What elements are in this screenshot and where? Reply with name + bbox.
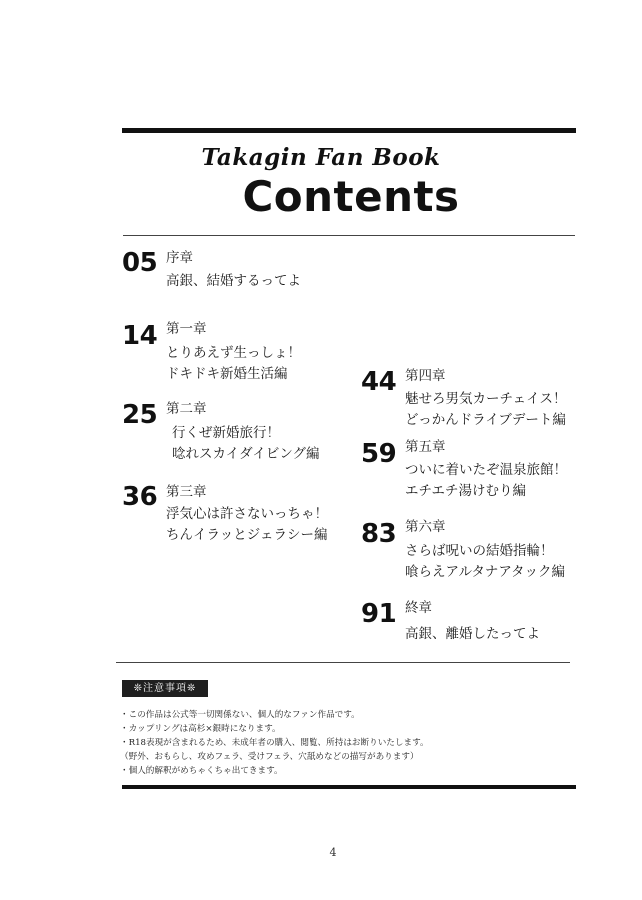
toc-chapter-label: 第四章 — [405, 368, 446, 384]
toc-chapter-title-line: ドキドキ新婚生活編 — [166, 366, 288, 382]
toc-page-number: 83 — [361, 519, 397, 549]
toc-entry-epilogue — [361, 596, 581, 646]
toc-chapter-label: 第五章 — [405, 439, 446, 455]
toc-entry-chapter-5 — [361, 435, 581, 500]
toc-chapter-title-line: 喰らえアルタナアタック編 — [405, 564, 565, 580]
toc-chapter-title-line: とりあえず生っしょ！ — [166, 345, 301, 361]
page-title: Contents — [242, 172, 460, 221]
toc-page-number: 25 — [122, 400, 158, 430]
toc-entry-chapter-2 — [122, 397, 352, 462]
toc-chapter-title-line: 浮気心は許さないっちゃ！ — [166, 506, 328, 522]
toc-chapter-title-line: エチエチ湯けむり編 — [405, 483, 526, 499]
notes-divider — [116, 662, 570, 663]
note-item: ・カップリングは高杉×銀時になります。 — [120, 724, 281, 734]
toc-chapter-title-line: 唸れスカイダイビング編 — [172, 446, 320, 462]
toc-page-number: 05 — [122, 248, 158, 278]
toc-page-number: 44 — [361, 367, 397, 397]
toc-chapter-label: 第三章 — [166, 484, 207, 500]
top-rule — [122, 128, 576, 133]
toc-entry-prologue — [122, 246, 352, 296]
toc-chapter-title-line: 魅せろ男気カーチェイス！ — [405, 391, 567, 407]
toc-chapter-label: 序章 — [166, 250, 193, 266]
notes-heading-badge: ❊注意事項❊ — [122, 680, 208, 697]
toc-chapter-title-line: 高銀、結婚するってよ — [166, 273, 301, 289]
toc-chapter-label: 第二章 — [166, 401, 207, 417]
toc-page-number: 59 — [361, 439, 397, 469]
toc-entry-chapter-6 — [361, 515, 581, 580]
page-number: 4 — [329, 846, 337, 859]
note-item: ・R18表現が含まれるため、未成年者の購入、閲覧、所持はお断りいたします。 — [120, 738, 429, 748]
toc-entry-chapter-3 — [122, 480, 352, 545]
toc-entry-chapter-4 — [361, 364, 581, 429]
toc-chapter-title-line: どっかんドライブデート編 — [405, 412, 566, 428]
toc-chapter-title-line: ちんイラッとジェラシー編 — [166, 527, 328, 543]
book-subtitle: Takagin Fan Book — [201, 144, 441, 171]
note-item: ・個人的解釈がめちゃくちゃ出てきます。 — [120, 766, 283, 776]
toc-chapter-label: 第一章 — [166, 321, 207, 337]
toc-chapter-label: 終章 — [405, 600, 432, 616]
title-divider — [123, 235, 575, 236]
note-item: ・この作品は公式等一切関係ない、個人的なファン作品です。 — [120, 710, 360, 720]
toc-chapter-label: 第六章 — [405, 519, 446, 535]
toc-page-number: 36 — [122, 482, 158, 512]
toc-chapter-title-line: 行くぜ新婚旅行！ — [172, 425, 280, 441]
bottom-rule — [122, 785, 576, 789]
toc-chapter-title-line: 高銀、離婚したってよ — [405, 626, 540, 642]
toc-chapter-title-line: さらば呪いの結婚指輪！ — [405, 543, 554, 559]
toc-page-number: 91 — [361, 599, 397, 629]
toc-page-number: 14 — [122, 321, 158, 351]
toc-chapter-title-line: ついに着いたぞ温泉旅館！ — [405, 462, 567, 478]
toc-entry-chapter-1 — [122, 317, 352, 382]
note-item: （野外、おもらし、攻めフェラ、受けフェラ、穴舐めなどの描写があります） — [120, 752, 419, 762]
